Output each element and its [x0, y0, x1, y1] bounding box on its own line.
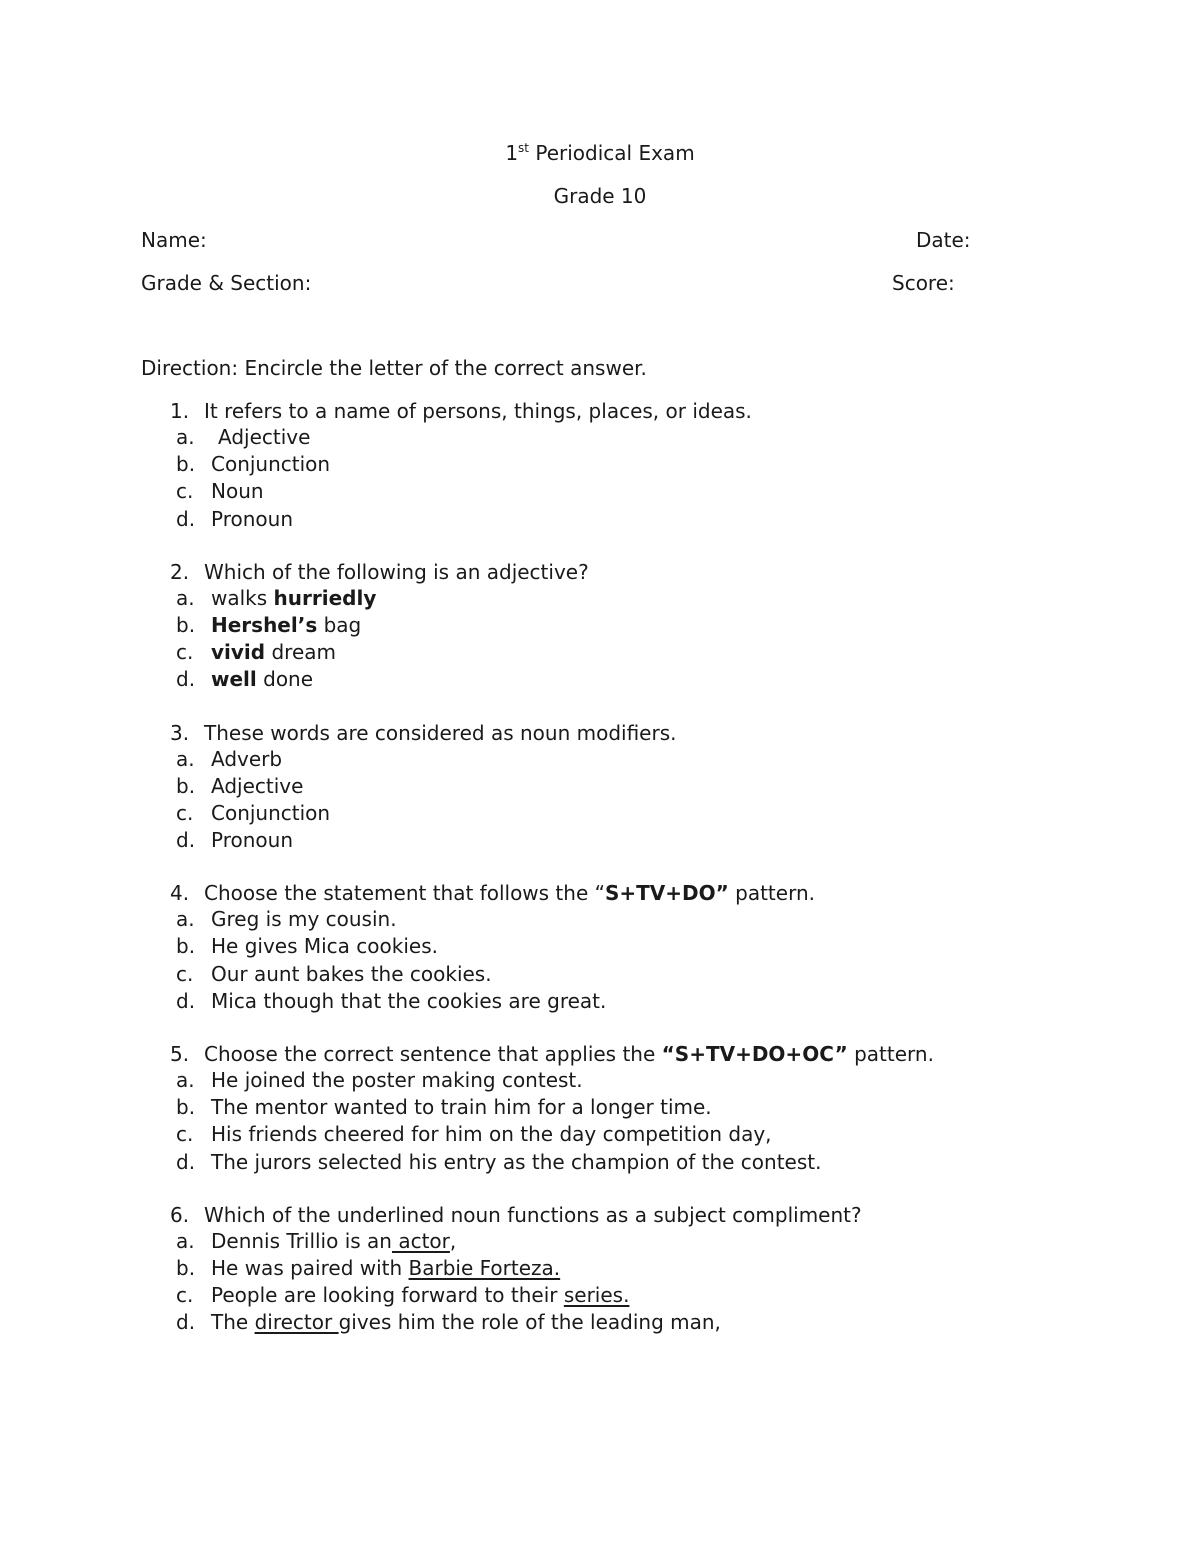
choice-letter: b. — [176, 452, 196, 477]
choice-c — [0, 961, 1200, 988]
underlined-noun: actor — [391, 1228, 450, 1253]
question-stem — [0, 1041, 1200, 1067]
question-number: 2. — [170, 559, 190, 584]
choice-letter: a. — [176, 1068, 195, 1092]
choice-a — [0, 906, 1200, 933]
choice-c — [0, 800, 1200, 827]
date-field-label: Date: — [916, 228, 971, 252]
choice-a — [0, 585, 1200, 612]
score-field-label: Score: — [892, 271, 955, 295]
grade-section-field-label: Grade & Section: — [141, 271, 312, 295]
question-text: Choose the correct sentence that applies the “S+TV+DO+OC” pattern. — [204, 1042, 934, 1066]
pattern-formula: S+TV+DO” — [604, 881, 729, 906]
choice-letter: b. — [176, 1095, 196, 1120]
question-number: 4. — [170, 881, 190, 906]
choice-letter: a. — [176, 907, 195, 932]
emphasized-word: vivid — [211, 640, 266, 665]
underlined-noun: Barbie Forteza. — [408, 1255, 561, 1280]
choice-letter: b. — [176, 1255, 196, 1280]
choice-text: Noun — [211, 479, 264, 504]
question-2 — [0, 559, 1200, 694]
choice-letter: c. — [176, 1122, 194, 1147]
choice-d — [0, 1149, 1200, 1176]
underlined-noun: director — [254, 1310, 339, 1335]
choice-d — [0, 827, 1200, 854]
question-1 — [0, 398, 1200, 533]
title-superscript: st — [518, 141, 530, 155]
choice-letter: c. — [176, 961, 194, 986]
choice-text: The jurors selected his entry as the champion of the contest. — [211, 1149, 822, 1174]
choice-c — [0, 1282, 1200, 1309]
choice-d — [0, 1309, 1200, 1336]
question-stem — [0, 880, 1200, 906]
choice-letter: b. — [176, 612, 196, 637]
choice-text: Mica though that the cookies are great. — [211, 988, 607, 1013]
choice-letter: c. — [176, 640, 194, 665]
choice-text: Pronoun — [211, 506, 293, 531]
choice-a — [0, 424, 1200, 451]
question-list — [0, 398, 1200, 1363]
choice-a — [0, 746, 1200, 773]
question-3 — [0, 720, 1200, 855]
choice-b — [0, 933, 1200, 960]
choice-text: Adjective — [218, 425, 311, 449]
question-number: 6. — [170, 1202, 190, 1227]
choice-letter: c. — [176, 800, 194, 825]
title-number: 1 — [505, 141, 519, 165]
choice-text: Conjunction — [211, 452, 331, 477]
choice-c — [0, 478, 1200, 505]
choice-b — [0, 773, 1200, 800]
choice-b — [0, 1255, 1200, 1282]
choice-a — [0, 1067, 1200, 1094]
question-text: Which of the underlined noun functions as a subject compliment? — [204, 1202, 862, 1227]
question-number: 5. — [170, 1042, 190, 1066]
choice-letter: a. — [176, 746, 195, 771]
choice-text: He joined the poster making contest. — [211, 1068, 583, 1092]
choice-text: He was paired with Barbie Forteza. — [211, 1255, 561, 1280]
choice-text: Our aunt bakes the cookies. — [211, 961, 492, 986]
choice-letter: a. — [176, 1228, 195, 1253]
question-4 — [0, 880, 1200, 1015]
choice-letter: d. — [176, 667, 196, 692]
choice-text: Conjunction — [211, 800, 331, 825]
question-text: Choose the statement that follows the “S+TV+DO” pattern. — [204, 881, 815, 906]
exam-title — [0, 141, 1200, 165]
choice-letter: a. — [176, 425, 195, 449]
emphasized-word: well — [211, 667, 257, 692]
choice-text: His friends cheered for him on the day competition day, — [211, 1122, 772, 1147]
choice-c — [0, 1121, 1200, 1148]
choice-text: Hershel’s bag — [211, 612, 362, 637]
choice-text: Adjective — [211, 773, 304, 798]
choice-b — [0, 612, 1200, 639]
underlined-noun: series. — [563, 1283, 630, 1308]
choice-text: Greg is my cousin. — [211, 907, 397, 932]
question-text: It refers to a name of persons, things, places, or ideas. — [204, 399, 752, 423]
choice-letter: d. — [176, 828, 196, 853]
question-stem — [0, 1202, 1200, 1228]
choice-text: well done — [211, 667, 314, 692]
question-stem — [0, 720, 1200, 746]
choice-b — [0, 451, 1200, 478]
question-number: 1. — [170, 399, 190, 423]
choice-text: The director gives him the role of the leading man, — [211, 1310, 721, 1335]
choice-letter: d. — [176, 988, 196, 1013]
question-5 — [0, 1041, 1200, 1176]
grade-level: Grade 10 — [553, 184, 647, 208]
question-number: 3. — [170, 720, 190, 745]
choice-d — [0, 988, 1200, 1015]
choice-c — [0, 639, 1200, 666]
choice-letter: d. — [176, 1149, 196, 1174]
direction-text: Direction: Encircle the letter of the correct answer. — [141, 356, 647, 380]
emphasized-word: hurriedly — [273, 585, 377, 610]
question-stem — [0, 559, 1200, 585]
question-text: These words are considered as noun modifiers. — [204, 720, 677, 745]
choice-a — [0, 1228, 1200, 1255]
choice-letter: b. — [176, 773, 196, 798]
choice-d — [0, 506, 1200, 533]
choice-letter: c. — [176, 1283, 194, 1308]
name-field-label: Name: — [141, 228, 207, 252]
choice-d — [0, 666, 1200, 693]
choice-text: walks hurriedly — [211, 585, 377, 610]
pattern-formula: “S+TV+DO+OC” — [661, 1042, 848, 1066]
emphasized-word: Hershel’s — [211, 612, 318, 637]
choice-text: He gives Mica cookies. — [211, 934, 438, 959]
choice-letter: b. — [176, 934, 196, 959]
question-stem — [0, 398, 1200, 424]
choice-text: Adverb — [211, 746, 283, 771]
choice-letter: d. — [176, 506, 196, 531]
question-text: Which of the following is an adjective? — [204, 559, 589, 584]
question-6 — [0, 1202, 1200, 1337]
choice-letter: c. — [176, 479, 194, 504]
choice-letter: a. — [176, 585, 195, 610]
choice-text: Pronoun — [211, 828, 293, 853]
title-text: Periodical Exam — [529, 141, 695, 165]
choice-text: People are looking forward to their series. — [211, 1283, 630, 1308]
choice-text: vivid dream — [211, 640, 336, 665]
choice-text: The mentor wanted to train him for a longer time. — [211, 1095, 712, 1120]
choice-letter: d. — [176, 1310, 196, 1335]
choice-b — [0, 1094, 1200, 1121]
choice-text: Dennis Trillio is an actor, — [211, 1228, 457, 1253]
